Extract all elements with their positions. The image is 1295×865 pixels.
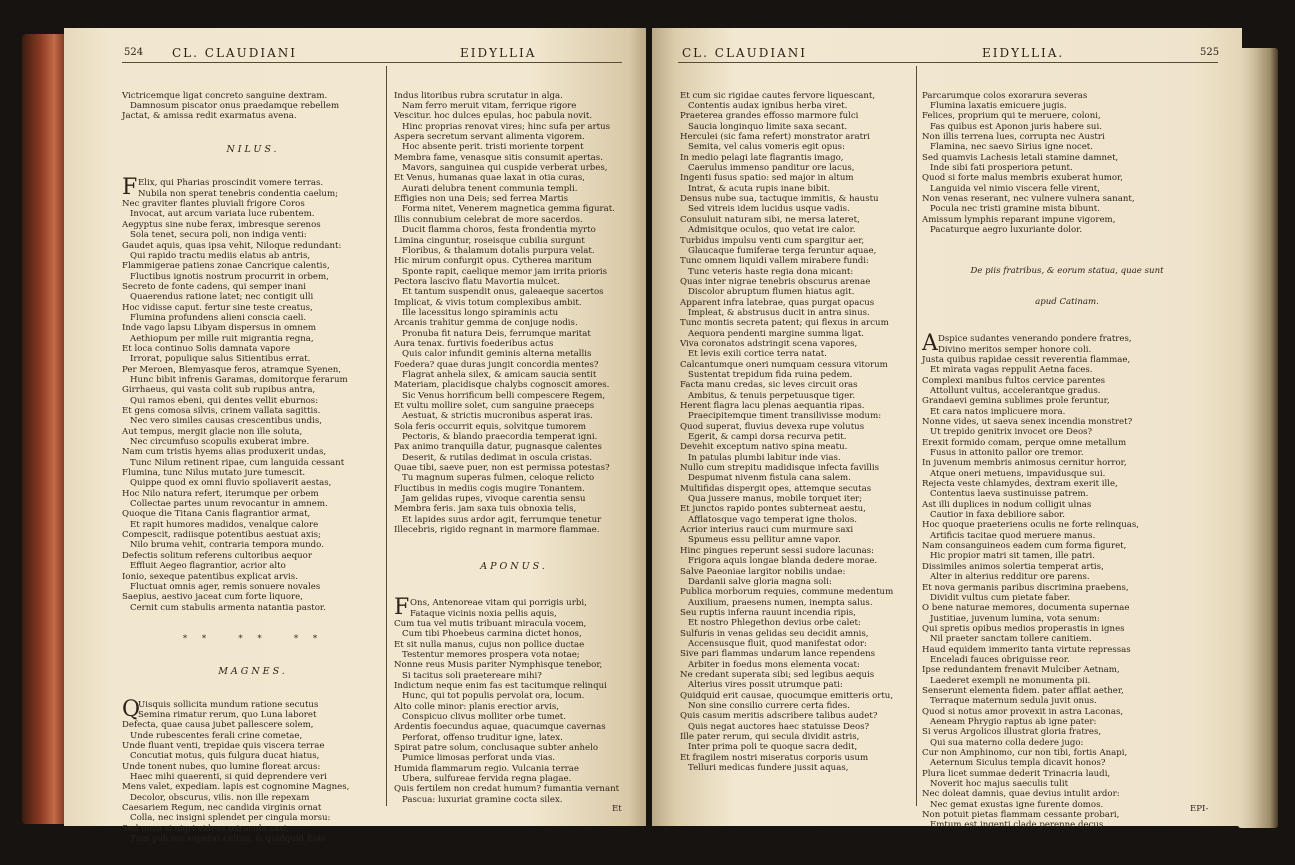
verse-line: Quaerendus ratione latet; nec contigit ulli <box>130 292 314 303</box>
left-page <box>64 28 646 845</box>
verse-line: Girrhaeus, qui vasta colit sub rupibus antra, <box>122 385 316 396</box>
verse-line: Non illis terrena lues, corrupta nec Austri <box>922 132 1105 143</box>
page-number-left: 524 <box>124 47 144 58</box>
verse-line: Deserit, & rutilas dedimat in oscula cristas. <box>402 452 593 463</box>
verse-line: Cur non Amphinomo, cur non tibi, fortis Anapi, <box>922 748 1128 758</box>
verse-line: Implicat, & vivis totum complexibus ambit. <box>394 297 582 308</box>
verse-line: Defectis solitum referens cultoribus aequor <box>122 550 312 561</box>
verse-line: Flumina laxatis emicuere jugis. <box>930 101 1067 112</box>
verse-line: Hoc vidisse caput. fertur sine teste creatus, <box>122 302 313 313</box>
verse-line: Jactat, & amissa redit exarmatus avena. <box>122 111 297 122</box>
left-column-2 <box>394 70 634 826</box>
verse-line: Nil praeter sanctam tollere canitiem. <box>930 634 1092 645</box>
running-head-author: CL. CLAUDIANI <box>172 46 297 60</box>
verse-line: Atque oneri metuens, impavidusque sui. <box>930 468 1106 479</box>
pii-fratres-poem <box>922 331 1212 831</box>
verse-line: Mavors, sanguinea qui cuspide verberat urbes, <box>402 163 608 174</box>
verse-line: Aut tempus, mergit glacie non ille soluta, <box>122 426 303 437</box>
verse-line: Quas inter nigrae tenebris obscurus arenae <box>680 276 871 287</box>
verse-line: Cautior in faxa debiliore sabor. <box>930 510 1066 521</box>
verse-line: Alter in alterius redditur ore parens. <box>930 572 1090 583</box>
verse-line: Saepius, aestivo jaceat cum forte liquore, <box>122 592 303 603</box>
verse-line: Terraque maternum sedula juvit onus. <box>930 696 1097 707</box>
verse-line: Aspera secretum servant alimenta vigorem. <box>394 132 585 143</box>
verse-line: Materiam, placidisque chalybs cognoscit amores. <box>394 380 610 391</box>
verse-line: Nam cum tristis hyems alias produxerit undas, <box>122 447 327 458</box>
verse-line: Et tantum suspendit onus, galeaeque sacertos <box>402 287 604 298</box>
verse-line: Hoc absente perit. tristi moriente torpent <box>402 142 584 153</box>
verse-line: Admisitque oculos, quo vetat ire calor. <box>688 225 856 236</box>
verse-line: Qui ramos ebeni, qui dentes vellit eburnos: <box>130 395 319 406</box>
verse-line: Herculei (sic fama refert) monstrator aratri <box>680 132 870 143</box>
verse-line: Qui spretis opibus medios properastis in ignes <box>922 623 1125 634</box>
section-title-aponus: APONUS. <box>480 561 548 573</box>
verse-line: Non venas reserant, nec vulnere vulnera sanant, <box>922 194 1135 205</box>
verse-line: Et lapides suus ardor agit, ferrumque tenetur <box>402 514 602 525</box>
verse-line: Quidquid erit causae, quocumque emitteris ortu, <box>680 690 894 701</box>
verse-line: Praecipitemque timent transilivisse modum: <box>688 411 882 422</box>
verse-line: Hoc quoque praeteriens oculis ne forte relinquas, <box>922 520 1140 531</box>
verse-line: Dissimiles animos solertia temperat artis, <box>922 561 1104 572</box>
verse-line: In patulas plumbi labitur inde vias. <box>688 452 841 463</box>
verse-line: Limina cinguntur, roseisque cubilia surgunt <box>394 235 585 246</box>
drop-capital: F <box>394 595 410 621</box>
verse-line: Impleat, & abstrusus ducit in antra sinus. <box>688 307 870 318</box>
verse-line: Telluri medicas fundere jussit aquas, <box>688 763 849 774</box>
book-spine-edge-left <box>22 34 68 824</box>
verse-line: Tum pulcros superat cultus, & quidquid Eois <box>130 834 326 845</box>
verse-line: Aeneam Phrygio raptus ab igne pater: <box>930 716 1097 727</box>
verse-line: Invocat, aut arcum variata luce rubentem. <box>130 209 315 220</box>
verse-line: Et rapit humores madidos, venalque calore <box>130 519 319 530</box>
catchword-left: Et <box>612 804 622 814</box>
verse-line: Contentus laeva sustinuisse patrem. <box>930 489 1089 500</box>
verse-line: Pronuba fit natura Deis, ferrumque maritat <box>402 328 591 339</box>
verse-line: Concutiat motus, quis fulgura ducat hiatus, <box>130 751 320 762</box>
verse-line: Haec mihi quaerenti, si quid deprendere veri <box>130 772 327 783</box>
running-head-title: EIDYLLIA <box>460 46 537 60</box>
verse-line: Et cara natos implicuere mora. <box>930 406 1066 417</box>
verse-line: Irrorat, populique salus Sitientibus errat. <box>130 354 311 365</box>
verse-line: Rejecta veste chlamydes, dextram exerit ille, <box>922 479 1118 490</box>
verse-line: Inter prima poli te quoque sacra dedit, <box>688 742 858 753</box>
verse-line: Intrat, & acuta rupis inane bibit. <box>688 183 831 194</box>
verse-line: Illis connubium celebrat de more sacerdos. <box>394 214 583 225</box>
running-head-title-right: EIDYLLIA. <box>982 46 1065 60</box>
verse-line: Nec doleat damnis, quae devius intulit ardor: <box>922 789 1120 800</box>
verse-line: Contentis audax ignibus herba viret. <box>688 101 848 112</box>
verse-line: Ubera, sulfureae fervida regna plagae. <box>402 774 572 785</box>
verse-line: Tunc montis secreta patent; qui flexus in arcum <box>680 318 889 329</box>
verse-line: Sustentat trepidum fida ruina pedem. <box>688 369 853 380</box>
verse-line: Tunc Nilum retinent ripae, cum languida cessant <box>130 457 345 468</box>
verse-line: Herent flagra lacu plenas aequantia ripas. <box>680 401 865 411</box>
aponus-poem-end <box>922 91 1212 236</box>
right-column-1 <box>680 70 916 794</box>
verse-line: Viva coronatos adstringit scena vapores, <box>680 338 858 349</box>
verse-line: Gaudet aquis, quas ipsa vehit, Niloque redundant: <box>122 240 342 251</box>
verse-line: Calcantumque oneri numquam cessura vitorum <box>680 359 888 370</box>
verse-line: Unde rubescentes ferali crine cometae, <box>130 730 303 741</box>
verse-line: Sponte rapit, caelique memor jam irrita prioris <box>402 266 608 277</box>
verse-line: Justitiae, juvenum lumina, vota senum: <box>930 613 1100 624</box>
verse-line: Saucia longinquo limite saxa secant. <box>688 121 848 132</box>
magnes-poem-continued <box>394 91 634 536</box>
verse-line: Hunc bibit infrenis Garamas, domitorque ferarum <box>130 374 348 385</box>
verse-line: Quis fertilem non credat humum? fumantia vernant <box>394 784 620 795</box>
verse-line: Hinc proprias renovat vires; hinc sufa per artus <box>402 121 611 132</box>
verse-line: Elix, qui Pharias proscindit vomere terras. <box>138 178 324 189</box>
verse-line: Membra fame, venasque sitis consumit apertas. <box>394 152 603 163</box>
verse-line: Flumina, tunc Nilus mutato jure tumescit. <box>122 468 306 479</box>
verse-line: Tunc veteris haste regia dona micant: <box>688 266 854 277</box>
verse-line: Spirat patre solum, conclusaque subter anhelo <box>394 743 599 753</box>
page-number-right: 525 <box>1200 47 1220 58</box>
verse-line: Arbiter in foedus mons elementa vocat: <box>688 659 860 670</box>
verse-line: Quis calor infundit geminis alterna metallis <box>402 349 592 360</box>
verse-line: Nonne vides, ut saeva senex incendia monstret? <box>922 417 1133 427</box>
verse-line: Aeternum Siculus templa dicavit honos? <box>930 758 1106 769</box>
verse-line: Semita, vel calus vomeris egit opus: <box>688 142 845 153</box>
header-rule <box>122 62 622 63</box>
verse-line: Quae tibi, saeve puer, non est permissa potestas? <box>394 463 610 474</box>
verse-line: Hic mirum confurgit opus. Cytherea maritum <box>394 256 592 267</box>
verse-line: Fusus in attonito pallor ore tremor. <box>930 448 1084 459</box>
verse-line: Pax animo tranquilla datur, pugnasque calentes <box>394 442 602 453</box>
verse-line: Salve Paeoniae largitor nobilis undae: <box>680 566 846 577</box>
verse-line: Membra feris. jam saxa tuis obnoxia telis, <box>394 504 577 515</box>
verse-line: Damnosum piscator onus praedamque rebellem <box>130 101 340 112</box>
verse-line: Ardentis foecundus aquae, quacumque cavernas <box>394 722 606 733</box>
verse-line: Sive pari flammas undarum lance rependens <box>680 649 876 660</box>
verse-line: Dspice sudantes venerando pondere fratres, <box>938 334 1132 345</box>
verse-line: Si verus Argolicos illustrat gloria fratres, <box>922 727 1102 738</box>
drop-capital: A <box>922 331 938 357</box>
verse-line: Et levis exili cortice terra natat. <box>688 349 827 360</box>
section-title-magnes: MAGNES. <box>218 665 288 677</box>
verse-line: Et Venus, humanas quae laxat in otia curas, <box>394 173 586 184</box>
verse-line: Quis casum meritis adscribere talibus audet? <box>680 711 878 722</box>
verse-line: Nec vero similes causas crescentibus undis, <box>130 416 322 427</box>
verse-line: Ambitus, & tenuis perpetuusque tiger. <box>688 390 856 401</box>
verse-line: Complexi manibus fultos cervice parentes <box>922 375 1106 386</box>
verse-line: Et cum sic rigidae cautes fervore liquescant, <box>680 90 876 101</box>
verse-line: Et junctos rapido pontes subterneat aestu, <box>680 504 866 515</box>
verse-line: Spumeus essu pellitur amne vapor. <box>688 535 841 546</box>
verse-line: Densus nube sua, tactuque immitis, & haustu <box>680 194 879 205</box>
verse-line: Publica morborum requies, commune medentum <box>680 587 894 598</box>
verse-line: Quod si forte malus membris exuberat humor, <box>922 173 1123 184</box>
verse-line: Secreto de fonte cadens, qui semper inani <box>122 281 307 292</box>
verse-line: Fluctibus in mediis cogis mugire Tonantem. <box>394 483 585 494</box>
verse-line: Felices, proprium qui te meruere, coloni, <box>922 111 1101 122</box>
verse-line: Senserunt elementa fidem. pater afflat aether, <box>922 685 1124 696</box>
verse-line: Facta manu credas, sic leves circuit oras <box>680 380 858 391</box>
verse-line: Compescit, radiisque potentibus aestuat axis; <box>122 530 321 541</box>
verse-line: Praeterea grandes effosso marmore fulci <box>680 111 859 122</box>
verse-line: Justa quibus rapidae cessit reverentia flammae, <box>922 354 1131 365</box>
verse-line: Frigora aquis longae blanda dedere morae. <box>688 556 878 567</box>
verse-line: Hoc Nilo natura refert, iterumque per orbem <box>122 488 319 499</box>
right-page <box>652 28 1242 831</box>
verse-line: Vescitur. hoc dulces epulas, hoc pabula novit. <box>394 111 593 122</box>
verse-line: Quoque die Titana Canis flagrantior armat, <box>122 509 311 520</box>
verse-line: Parcarumque colos exorarura severas <box>922 90 1088 101</box>
verse-line: Si tacitus soli praetereare mihi? <box>402 670 542 681</box>
verse-line: Nec graviter flantes pluviali frigore Coros <box>122 199 305 210</box>
poem-subtitle-line2: apud Catinam. <box>1035 297 1099 308</box>
verse-line: Alterius vires possit utrumque pati: <box>688 680 843 691</box>
verse-line: Consuluit naturam sibi, ne mersa lateret, <box>680 214 860 225</box>
verse-line: Multifidas dispergit opes, attemque secutas <box>680 483 872 494</box>
magnes-poem <box>122 696 384 845</box>
verse-line: Et nostro Phlegethon devius orbe calet: <box>688 618 861 629</box>
verse-line: Nec gemat exustas igne furente domos. <box>930 799 1104 810</box>
left-column-1 <box>122 70 384 865</box>
verse-line: Jam gelidas rupes, vivoque carentia sensu <box>402 494 586 505</box>
verse-line: Et gens comosa silvis, crinem vallata sagittis. <box>122 406 321 416</box>
running-head-author-right: CL. CLAUDIANI <box>682 46 807 60</box>
verse-line: Effluit Aegeo flagrantior, acrior alto <box>130 561 286 572</box>
verse-line: Illecebris, rigido regnant in marmore flammae. <box>394 525 600 536</box>
verse-line: Pectora lascivo flatu Mavortia mulcet. <box>394 276 560 287</box>
verse-line: Languida vel nimio viscera felle virent, <box>930 183 1100 194</box>
verse-line: Sic Venus horrificum belli compescere Regem, <box>402 390 606 401</box>
verse-line: Hinc pingues reperunt sessi sudore lacunas: <box>680 545 875 556</box>
verse-line: Attollunt vultus, accelerantque gradus. <box>930 385 1101 396</box>
verse-line: Aura tenax. furtivis foederibus actus <box>394 338 554 349</box>
verse-line: Divino meritos semper honore coli. <box>938 344 1092 355</box>
verse-line: Hunc, qui tot populis pervolat ora, locum. <box>402 691 585 702</box>
verse-line: Ut trepido genitrix invocet ore Deos? <box>930 427 1093 438</box>
verse-line: O bene naturae memores, documenta supernae <box>922 603 1130 614</box>
verse-line: Aequora pendenti margine summa ligat. <box>688 328 865 339</box>
verse-line: Fluctuat omnis ager, remis sonuere novales <box>130 581 321 592</box>
verse-line: Apparent infra latebrae, quas purgat opacus <box>680 297 875 308</box>
verse-line: Noverit hoc majus saeculis tulit <box>930 779 1069 790</box>
verse-line: Sulfuris in venas gelidas seu decidit amnis, <box>680 628 869 639</box>
verse-line: Nilo bruma vehit, contraria tempora mundo. <box>130 540 324 551</box>
verse-line: Quod si notus amor provexit in astra Laconas, <box>922 706 1124 717</box>
verse-line: Enceladi fauces obriguisse reor. <box>930 654 1070 665</box>
catchword-right: EPI- <box>1190 804 1209 814</box>
verse-line: Conspicuo clivus molliter orbe tumet. <box>402 711 566 722</box>
verse-line: Floribus, & thalamum dotalis purpura velat. <box>402 245 595 256</box>
verse-line: Turbidus impulsu venti cum spargitur aer, <box>680 235 865 246</box>
verse-line: Amissum lymphis reparant impune vigorem, <box>922 214 1116 225</box>
column-divider <box>386 66 387 806</box>
column-divider-right <box>916 66 917 806</box>
verse-line: Ingenti fusus spatio: sed major in altum <box>680 173 854 184</box>
verse-line: Defecta, quae causa jubet pallescere solem, <box>122 720 314 731</box>
verse-line: Egerit, & campi dorsa recurva petit. <box>688 432 847 443</box>
verse-line: Inde vago lapsu Libyam dispersus in omnem <box>122 323 317 334</box>
verse-line: Dividit vultus cum pietate faber. <box>930 592 1071 603</box>
verse-line: Aestuat, & strictis mucronibus asperat iras. <box>402 411 593 422</box>
verse-line: Pumice limosas perforat unda vias. <box>402 753 556 764</box>
verse-line: Caerulus immenso panditur ore lacus, <box>688 163 855 174</box>
verse-line: Sed nova si nigri videas miracula saxi, <box>122 823 290 834</box>
verse-line: Accensusque fluit, quod manifestat odor: <box>688 638 867 649</box>
verse-line: Despumat nivenm fistula cana salem. <box>688 473 851 484</box>
verse-line: Quod superat, fluvius devexa rupe volutus <box>680 421 865 432</box>
verse-line: Et vultu mollire solet, cum sanguine praeceps <box>394 401 595 411</box>
verse-line: Nubila non sperat tenebris condentia caelum; <box>138 188 339 199</box>
verse-line: Laederet exempli ne monumenta pii. <box>930 675 1091 686</box>
book-page-edges-right <box>1238 48 1278 828</box>
verse-line: Qui sua materno colla dedere jugo: <box>930 737 1084 748</box>
verse-line: Semina rimatur rerum, quo Luna laboret <box>138 709 317 720</box>
verse-line: Ipse redundantem frenavit Mulciber Aetnam, <box>922 665 1120 676</box>
verse-line: Aurati delubra tenent communia templi. <box>402 183 578 194</box>
verse-line: Ionio, sexeque patentibus explicat arvis. <box>122 571 298 582</box>
drop-capital: Q <box>122 696 141 722</box>
verse-line: Indictum neque enim fas est tacitumque relinqui <box>394 680 607 691</box>
verse-line: Fluctibus ignotis nostrum procurrit in orbem, <box>130 271 329 282</box>
nilus-poem <box>122 175 384 613</box>
verse-line: Nam ferro meruit vitam, ferrique rigore <box>402 101 577 112</box>
drop-capital: F <box>122 175 138 201</box>
verse-line: Ille lacessitus longo spiraminis actu <box>402 307 559 318</box>
verse-line: Erexit formido comam, perque omne metallum <box>922 437 1127 448</box>
verse-line: Et sit nulla manus, cujus non pollice ductae <box>394 639 585 650</box>
verse-line: Mens valet, expediam. lapis est cognomine Magnes, <box>122 782 350 793</box>
verse-line: Grandaevi gemina sublimes prole feruntur, <box>922 396 1110 407</box>
verse-line: Sola feris occurrit equis, solvitque tumorem <box>394 421 587 432</box>
verse-line: Caesariem Regum, nec candida virginis ornat <box>122 803 322 814</box>
verse-line: In medio pelagi late flagrantis imago, <box>680 152 844 163</box>
verse-line: Unde tonent nubes, quo lumine floreat arcus: <box>122 761 321 772</box>
verse-line: Acrior interius rauci cum murmure saxi <box>680 525 854 536</box>
verse-line: Ille pater rerum, qui secula dividit astris, <box>680 732 860 742</box>
intro-verses <box>122 91 384 122</box>
verse-line: Haud equidem immerito tanta virtute repressas <box>922 644 1131 655</box>
right-column-2 <box>922 70 1212 851</box>
verse-line: Testentur memores prospera vota notae; <box>402 649 580 660</box>
verse-line: Nullo cum strepitu madidisque infecta favillis <box>680 463 879 474</box>
verse-line: Sed vitreis idem lucidus usque vadis. <box>688 204 850 215</box>
verse-line: Devehit exceptum nativo spina meatu. <box>680 442 848 453</box>
verse-line: Et loca continuo Solis damnata vapore <box>122 343 291 354</box>
verse-line: Auxilium, praesens numen, inempta salus. <box>688 597 873 608</box>
verse-line: Afflatosque vago temperat igne tholos. <box>688 514 857 525</box>
verse-line: Flumina profundens alieni conscia caeli. <box>130 312 307 323</box>
verse-line: Tu magnum superas fulmen, celoque relicto <box>402 473 595 484</box>
header-rule-right <box>678 62 1218 63</box>
verse-line: Cum tibi Phoebeus carmina dictet honos, <box>402 629 582 640</box>
verse-line: Aegyptus sine nube ferax, imbresque serenos <box>122 219 321 230</box>
verse-line: Fataque vicinis noxia pellis aquis, <box>410 608 557 619</box>
verse-line: Effigies non una Deis; sed ferrea Martis <box>394 194 569 205</box>
verse-line: Discolor abruptum flumen hiatus agit. <box>688 287 855 298</box>
verse-line: Fas quibus est Aponon juris habere sui. <box>930 121 1102 132</box>
verse-line: Collectae partes unum revocantur in amnem. <box>130 499 328 510</box>
verse-line: Pectoris, & blando praecordia temperat igni. <box>402 432 598 443</box>
verse-line: Hic propior matri sit tamen, ille patri. <box>930 551 1096 562</box>
verse-line: Nam consanguineos eadem cum forma figuret, <box>922 541 1127 552</box>
verse-line: Nonne reus Musis pariter Nymphisque tenebor, <box>394 660 603 671</box>
verse-line: Cernit cum stabulis armenta natantia pastor. <box>130 602 326 613</box>
verse-line: Inde sibi fati prosperiora petunt. <box>930 163 1073 174</box>
aponus-poem <box>394 595 634 805</box>
verse-line: Foedera? quae duras jungit concordia mentes? <box>394 359 599 370</box>
verse-line: In juvenum membris animosus cernitur horror, <box>922 458 1127 469</box>
verse-line: Humida flammarum regio. Vulcania terrae <box>394 763 579 774</box>
verse-line: Alto colle minor: planis erectior arvis, <box>394 701 560 712</box>
verse-line: Glaucaque fumiferae terga feruntur aquae, <box>688 245 877 256</box>
verse-line: Arcanis trahitur gemma de conjuge nodis. <box>394 318 578 329</box>
verse-line: Victricemque ligat concreto sanguine dextram. <box>122 90 328 101</box>
verse-line: Pocula nec tristi gramine mista bibunt. <box>930 204 1100 215</box>
verse-line: Forma nitet, Venerem magnetica gemma figurat. <box>402 204 615 215</box>
verse-line: Plura licet summae dederit Trinacria laudi, <box>922 768 1111 779</box>
verse-line: Uisquis sollicita mundum ratione secutus <box>138 699 319 710</box>
verse-line: Tunc omnem liquidi vallem mirabere fundi: <box>680 256 869 267</box>
verse-line: Ast illi duplices in nodum colligit ulnas <box>922 499 1092 510</box>
verse-line: Sola tenet, secura poli, non indiga venti: <box>130 230 307 241</box>
verse-line: Decolor, obscurus, vilis. non ille repexam <box>130 792 310 803</box>
verse-line: Dardanii salve gloria magna soli: <box>688 576 832 587</box>
verse-line: Et nova germanis paribus discrimina praebens, <box>922 582 1129 593</box>
verse-line: Ducit flamma choros, festa frondentia myrto <box>402 225 596 236</box>
verse-line: Per Meroen, Blemyasque feros, atramque Syenen, <box>122 364 342 375</box>
verse-line: Ons, Antenoreae vitam qui porrigis urbi, <box>410 598 587 609</box>
verse-line: Non potuit pietas flammam cessante probari, <box>922 810 1120 821</box>
verse-line: Pacaturque aegro luxuriante dolor. <box>930 225 1083 236</box>
verse-line: Pascua: luxuriat gramine cocta silex. <box>402 794 563 805</box>
verse-line: Cum tua vel mutis tribuant miracula vocem, <box>394 618 587 629</box>
verse-line: Seu ruptis inferna rauunt incendia ripis, <box>680 607 856 618</box>
aponus-poem-continued <box>680 91 916 774</box>
section-separator-stars: * * * * * * <box>182 633 324 644</box>
section-title-nilus: NILUS. <box>226 144 280 156</box>
verse-line: Colla, nec insigni splendet per cingula morsu: <box>130 813 331 824</box>
verse-line: Aethiopum per mille ruit migrantia regna, <box>130 333 314 344</box>
verse-line: Non sine consilio currere certa fides. <box>688 700 850 711</box>
verse-line: Et fragilem nostri miseratus corporis usum <box>680 752 869 763</box>
verse-line: Indus litoribus rubra scrutatur in alga. <box>394 90 563 101</box>
verse-line: Qua jussere manus, mobile torquet iter; <box>688 494 863 505</box>
verse-line: Perforat, offenso truditur igne, latex. <box>402 732 563 743</box>
verse-line: Flagrat anhela silex, & amicam saucia sentit <box>402 369 597 380</box>
verse-line: Flammigerae patiens zonae Cancrique calentis, <box>122 261 330 272</box>
verse-line: Flamina, nec saevo Sirius igne nocet. <box>930 142 1093 153</box>
verse-line: Qui rapido tractu mediis elatus ab antris, <box>130 250 311 261</box>
verse-line: Quippe quod ex omni fluvio spoliaverit aestas, <box>130 478 332 489</box>
verse-line: Sed quamvis Lachesis letali stamine damnet, <box>922 152 1119 163</box>
poem-subtitle-line1: De piis fratribus, & eorum statua, quae sunt <box>970 266 1164 277</box>
verse-line: Unde fluant venti, trepidae quis viscera terrae <box>122 741 325 751</box>
verse-line: Et mirata vagas reppulit Aetna faces. <box>930 365 1093 376</box>
verse-line: Ne credant superata sibi; sed legibus aequis <box>680 669 875 680</box>
verse-line: Emtum est ingenti clade perenne decus. <box>930 820 1107 831</box>
verse-line: Quis negat auctores haec statuisse Deos? <box>688 721 870 732</box>
verse-line: Artificis tacitae quod meruere manus. <box>930 530 1096 541</box>
verse-line: Nec circumfuso scopulis exuberat imbre. <box>130 437 310 448</box>
